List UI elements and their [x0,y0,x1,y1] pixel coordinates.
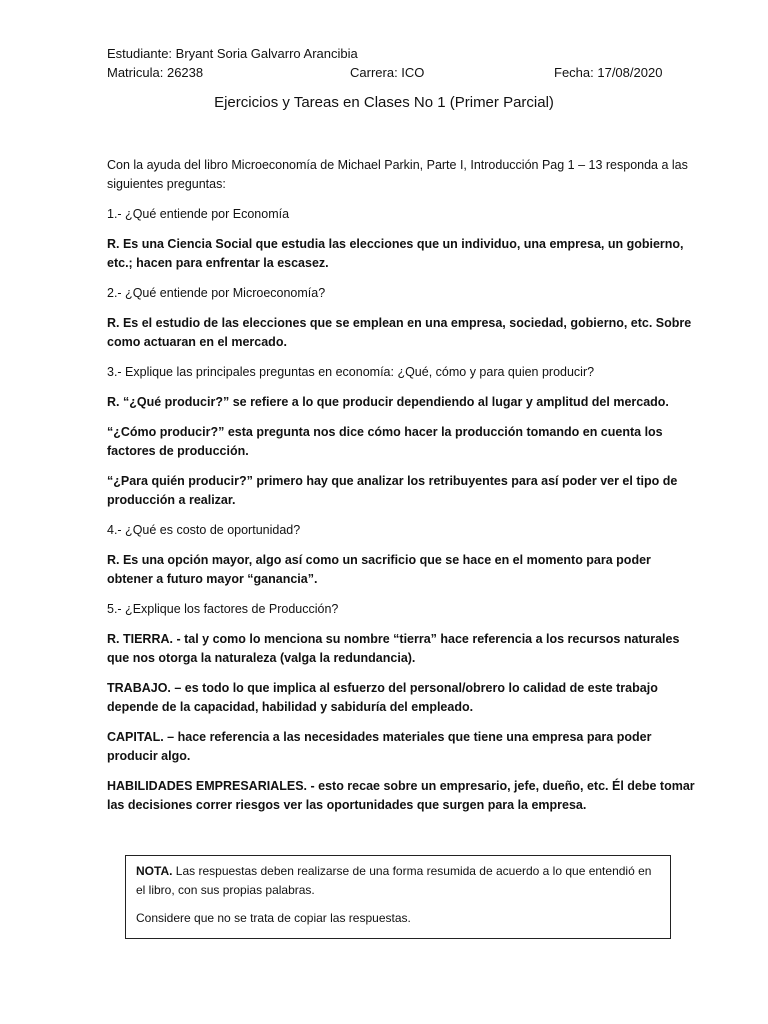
answer-paragraph: CAPITAL. – hace referencia a las necesidades materiales que tiene una empresa para poder producir algo. [107,730,652,763]
question-paragraph: 2.- ¿Qué entiende por Microeconomía? [107,286,326,300]
qa-list [107,205,699,815]
note-text: Las respuestas deben realizarse de una forma resumida de acuerdo a lo que entendió en el libro, con sus propias palabras. [136,864,652,897]
answer-paragraph: R. TIERRA. - tal y como lo menciona su nombre “tierra” hace referencia a los recursos naturales que nos otorga la naturaleza (valga la redundancia). [107,632,680,665]
note-label: NOTA. [136,864,173,878]
question-paragraph: 1.- ¿Qué entiende por Economía [107,207,290,221]
intro-paragraph: Con la ayuda del libro Microeconomía de Michael Parkin, Parte I, Introducción Pag 1 – 13 responda a las siguientes preguntas: [107,158,688,191]
answer-paragraph: R. Es una opción mayor, algo así como un sacrificio que se hace en el momento para poder obtener a futuro mayor “ganancia”. [107,553,651,586]
note-box [125,855,671,939]
student-id: Matricula: 26238 [107,65,204,80]
answer-paragraph: R. Es el estudio de las elecciones que se emplean en una empresa, sociedad, gobierno, etc. Sobre como actuaran en el mercado. [107,316,692,349]
answer-paragraph: R. Es una Ciencia Social que estudia las elecciones que un individuo, una empresa, un gobierno, etc.; hacen para enfrentar la escasez. [107,237,684,270]
question-paragraph: 4.- ¿Qué es costo de oportunidad? [107,523,301,537]
date: Fecha: 17/08/2020 [554,65,663,80]
answer-paragraph: “¿Para quién producir?” primero hay que analizar los retribuyentes para así poder ver el tipo de producción a realizar. [107,474,678,507]
question-paragraph: 3.- Explique las principales preguntas en economía: ¿Qué, cómo y para quien producir? [107,365,595,379]
career: Carrera: ICO [350,65,425,80]
answer-paragraph: HABILIDADES EMPRESARIALES. - esto recae sobre un empresario, jefe, dueño, etc. Él debe tomar las decisiones correr riesgos ver las oportunidades que surgen para la empresa. [107,779,695,812]
student-name: Estudiante: Bryant Soria Galvarro Arancibia [107,46,358,61]
question-paragraph: 5.- ¿Explique los factores de Producción? [107,602,339,616]
document-title: Ejercicios y Tareas en Clases No 1 (Primer Parcial) [214,94,554,111]
note-paragraph-2: Considere que no se trata de copiar las respuestas. [136,911,411,925]
note-paragraph [136,862,660,900]
answer-paragraph: “¿Cómo producir?” esta pregunta nos dice cómo hacer la producción tomando en cuenta los factores de producción. [107,425,663,458]
document-body [107,156,699,826]
answer-paragraph: TRABAJO. – es todo lo que implica al esfuerzo del personal/obrero lo calidad de este trabajo depende de la capacidad, habilidad y sabiduría del empleado. [107,681,658,714]
answer-paragraph: R. “¿Qué producir?” se refiere a lo que producir dependiendo al lugar y amplitud del mercado. [107,395,669,409]
